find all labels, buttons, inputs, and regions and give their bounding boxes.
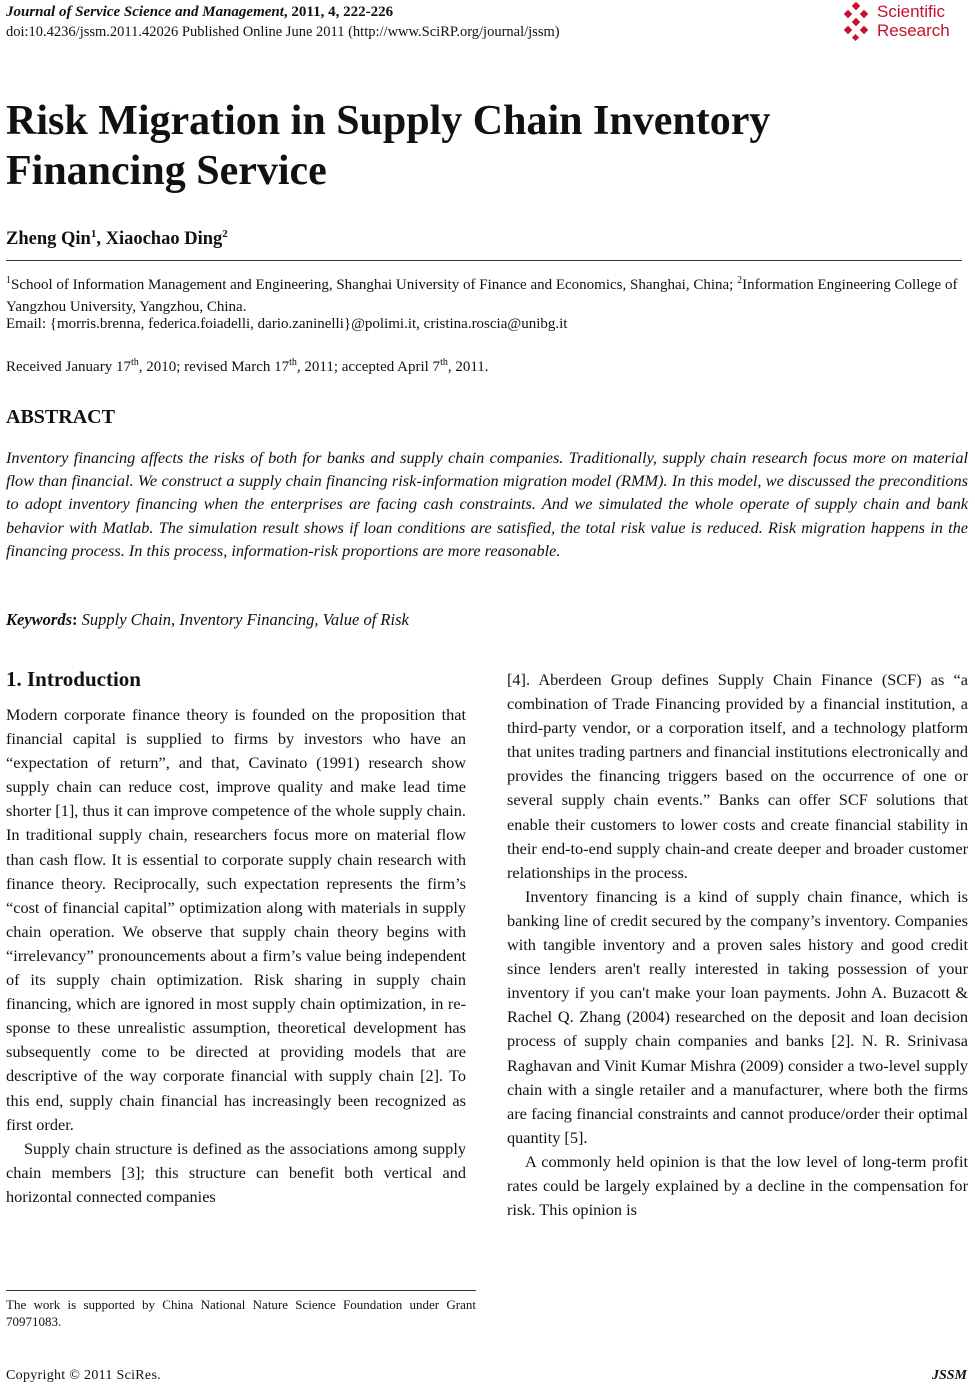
author-1: Zheng Qin bbox=[6, 229, 91, 250]
affil-1-sup: 1 bbox=[6, 275, 11, 286]
doi-line: doi:10.4236/jssm.2011.42026 Published Online June 2011 (http://www.SciRP.org/journal/jssm) bbox=[6, 24, 560, 40]
affiliations bbox=[6, 270, 968, 318]
revised-part: , 2010; revised March 17 bbox=[138, 359, 290, 375]
intro-paragraph-5: A commonly held opinion is that the low level of long-term profit rates could be largely explained by a decline in the compensation for risk. This opinion is bbox=[507, 1151, 968, 1220]
author-separator: , bbox=[96, 229, 106, 250]
keywords-label: Keywords bbox=[6, 610, 72, 629]
author-1-sup: 1 bbox=[90, 228, 97, 240]
logo-text bbox=[877, 2, 950, 40]
affil-2: Information Engineering College of Yangzhou University, Yangzhou, China. bbox=[6, 277, 958, 315]
intro-paragraph-4: Inventory financing is a kind of supply chain finance, which is banking line of credit secured by the company’s inventory. Companies with tangible inventory and a proven sales history and good credit since lenders aren't really interested in taking possession of your inventory if you can't make your loan payments. John A. Buzacott & Rachel Q. Zhang (2004) researched on the deposit and loan decision process of supply chain companies and banks [2]. N. R. Srinivasa Raghavan and Vinit Kumar Mishra (2009) consider a two-level supply chain with a single retailer and a manufacturer, where both the firms are facing financial constraints and cannot produce/order their optimal quantity [5]. bbox=[507, 886, 968, 1147]
affil-1: School of Information Management and Engineering, Shanghai University of Finance and Economics, Shanghai, China; bbox=[11, 277, 738, 293]
scientific-research-logo bbox=[839, 2, 967, 44]
section-heading-introduction: 1. Introduction bbox=[6, 667, 141, 691]
received-part: Received January 17 bbox=[6, 359, 131, 375]
journal-volume: , 2011, 4, 222-226 bbox=[283, 4, 394, 20]
journal-citation bbox=[6, 4, 393, 21]
footnote: The work is supported by China National Nature Science Foundation under Grant 70971083. bbox=[6, 1297, 476, 1329]
footnote-divider bbox=[6, 1290, 476, 1291]
intro-paragraph-1: Modern corporate finance theory is founded on the proposition that financial capital is supplied to firms by investors who have an “expectation of return”, and that, Cavinato (1991) research show supply chain can reduce cost, improve quality and make lead time shorter [1], thus it can improve competence of the whole supply chain. In traditional supply chain, researchers focus more on material flow than cash flow. It is essential to corporate supply chain research with finance theory. Reciprocally, such expectation represents the firm’s “cost of financial capital” optimization along with materials in supply chain operation. We observe that supply chain theory begins with “irrelevancy” pronouncements about a firm’s value being independent of its supply chain optimization. Risk sharing in supply chain financing, which are ignored in most supply chain optimization, in response to these unrealistic assumption, theoretical development has subsequently come to be directed at providing models that are descriptive of the way corporate financial with supply chain [2]. To this end, supply chain financial has increasingly been recognized as first order. bbox=[6, 705, 466, 1134]
keywords-colon: : bbox=[72, 610, 82, 629]
abstract-text: Inventory financing affects the risks of both for banks and supply chain companies. Traditionally, supply chain research focus more on material flow than financial. We construct a supply chain financing risk-information migration model (RMM). In this model, we discussed the preconditions to adopt inventory financing when the enterprises are facing cash constraints. And we simulated the whole operate of supply chain and bank behavior with Matlab. The simulation result shows if loan conditions are satisfied, the total risk value is reduced. Risk migration happens in the financing process. In this process, information-risk proportions are more reasonable. bbox=[6, 448, 968, 560]
copyright: Copyright © 2011 SciRes. bbox=[6, 1368, 161, 1383]
received-sup: th bbox=[130, 357, 139, 368]
affil-2-sup: 2 bbox=[737, 275, 743, 286]
keywords bbox=[6, 610, 409, 630]
journal-name: Journal of Service Science and Management bbox=[6, 4, 284, 20]
revised-sup: th bbox=[289, 357, 297, 368]
logo-line2: Research bbox=[877, 21, 950, 40]
intro-paragraph-2: Supply chain structure is defined as the associations among supply chain members [3]; this structure can benefit both vertical and horizontal connected companies bbox=[6, 1138, 466, 1206]
paper-title: Risk Migration in Supply Chain Inventory Financing Service bbox=[6, 98, 771, 194]
logo-diamond-icon bbox=[839, 2, 875, 42]
abstract-heading: ABSTRACT bbox=[6, 406, 115, 428]
author-divider bbox=[6, 260, 962, 261]
keywords-value: Supply Chain, Inventory Financing, Value of Risk bbox=[81, 610, 409, 629]
authors bbox=[6, 228, 228, 250]
right-column bbox=[507, 668, 968, 1222]
email-line: Email: {morris.brenna, federica.foiadelli, dario.zaninelli}@polimi.it, cristina.roscia@unibg.it bbox=[6, 316, 568, 332]
received-dates bbox=[6, 357, 489, 376]
left-column bbox=[6, 703, 466, 1209]
accepted-sup: th bbox=[440, 357, 448, 368]
journal-abbreviation: JSSM bbox=[931, 1368, 967, 1383]
accepted-part: , 2011; accepted April 7 bbox=[296, 359, 441, 375]
author-2-sup: 2 bbox=[222, 228, 228, 240]
logo-line1: Scientific bbox=[877, 2, 946, 21]
accepted-year: , 2011. bbox=[447, 359, 489, 375]
intro-paragraph-3: [4]. Aberdeen Group defines Supply Chain Finance (SCF) as “a combination of Trade Financing provided by a financial institution, a third-party vendor, or a corporation itself, and a technology platform that unites trading partners and financial institutions electronically and provides the financing triggers based on the occurrence of one or several supply chain events.” Banks can offer SCF solutions that enable their customers to lower costs and create financial stability in their end-to-end supply chain-and create deeper and broader customer relationships in the process. bbox=[507, 670, 968, 882]
author-2: Xiaochao Ding bbox=[105, 229, 223, 250]
